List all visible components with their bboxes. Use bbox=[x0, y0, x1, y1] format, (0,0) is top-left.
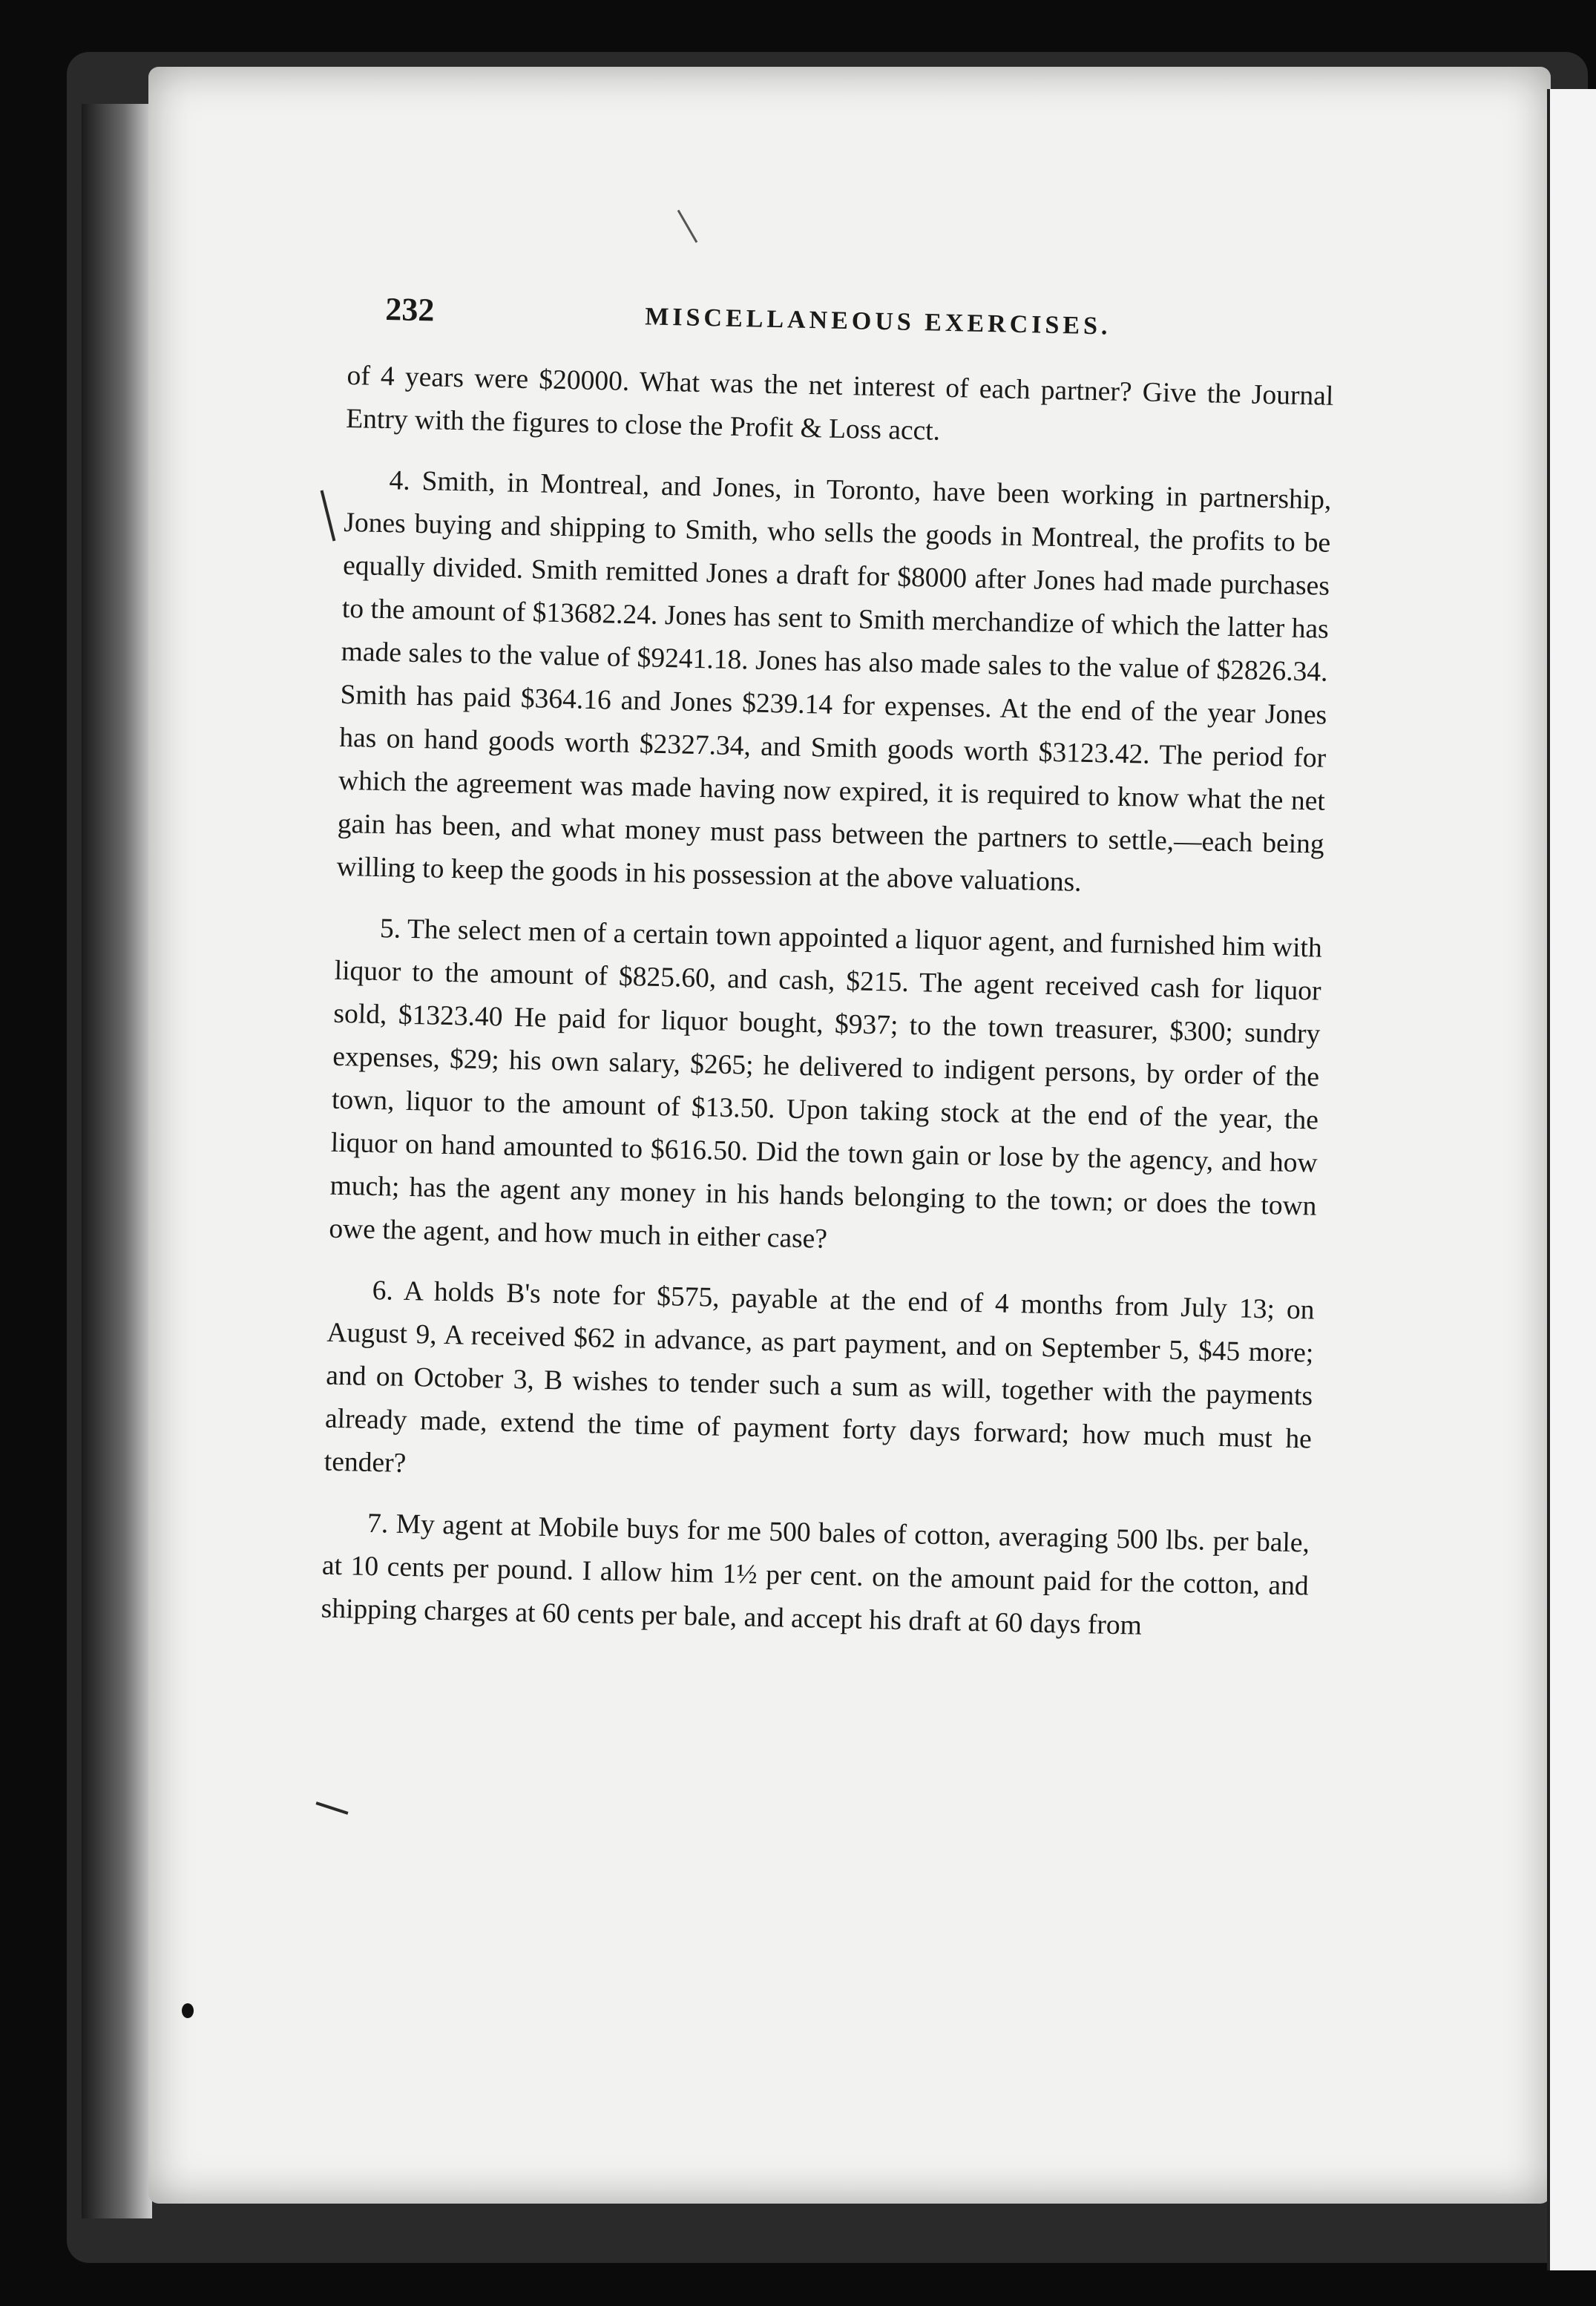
exercise-4: 4. Smith, in Montreal, and Jones, in Toronto, have been working in partnership, Jones buying and shipping to Smith, who sells the goods in Montreal, the profits to be equally divided. Smith remitted Jones a draft for $8000 after Jones had made purchases to the amount of $13682.24. Jones has sent to Smith merchandize of which the latter has made sales to the value of $9241.18. Jones has also made sales to the value of $2826.34. Smith has paid $364.16 and Jones $239.14 for expenses. At the end of the year Jones has on hand goods worth $2327.34, and Smith goods worth $3123.42. The period for which the agreement was made having now expired, it is required to know what the net gain has been, and what money must pass between the partners to settle,—each being willing to keep the goods in his possession at the above valuations. bbox=[336, 465, 1332, 898]
exercise-5: 5. The select men of a certain town appointed a liquor agent, and furnished him with liquor to the amount of $825.60, and cash, $215. The agent received cash for liquor sold, $1323.40 He paid for liquor bought, $937; to the town treasurer, $300; sundry expenses, $29; his own salary, $265; he delivered to indigent persons, by order of the town, liquor to the amount of $13.50. Upon taking stock at the end of the year, the liquor on hand amounted to $616.50. Did the town gain or lose by the agency, and how much; has the agent any money in his hands belonging to the town; or does the town owe the agent, and how much in either case? bbox=[329, 913, 1323, 1255]
ink-spot bbox=[182, 2003, 194, 2018]
exercise-7: 7. My agent at Mobile buys for me 500 bales of cotton, averaging 500 lbs. per bale, at 10 cents per pound. I allow him 1½ per cent. on the amount paid for the cotton, and shipping charges at 60 cents per bale, and accept his draft at 60 days from bbox=[321, 1508, 1310, 1641]
exercise-6: 6. A holds B's note for $575, payable at the end of 4 months from July 13; on August 9, A received $62 in advance, as part payment, and on September 5, $45 more; and on October 3, B wishes to tender such a sum as will, together with the payments already made, extend the time of payment forty days forward; how much must he tender? bbox=[324, 1275, 1315, 1479]
page-number: 232 bbox=[384, 291, 435, 329]
paragraph-continued: of 4 years were $20000. What was the net interest of each partner? Give the Journal Entry with the figures to close the Profit & Loss acct. bbox=[345, 360, 1334, 447]
page-text bbox=[312, 289, 1336, 2053]
facing-page-edge bbox=[1547, 89, 1596, 2270]
running-title: MISCELLANEOUS EXERCISES. bbox=[644, 303, 1111, 341]
page-stack-shadow bbox=[82, 104, 152, 2218]
